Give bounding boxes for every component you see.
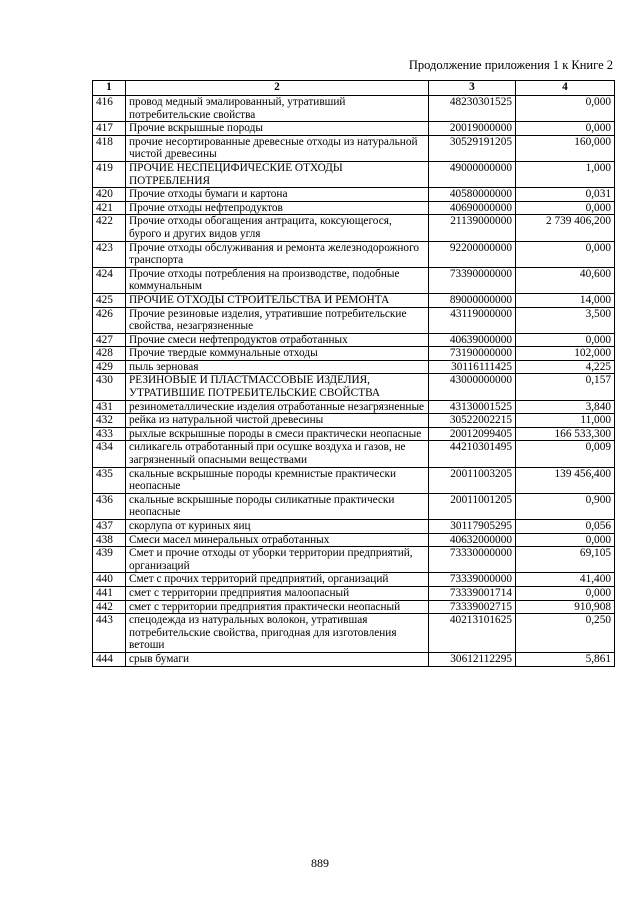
waste-code-cell: 40639000000 [429,333,516,347]
row-number-cell: 419 [93,161,126,187]
row-number-cell: 427 [93,333,126,347]
table-row [93,135,615,161]
quantity-cell: 40,600 [516,267,615,293]
table-row [93,188,615,202]
waste-name-cell: скорлупа от куриных яиц [126,520,429,534]
waste-name-cell: срыв бумаги [126,652,429,666]
waste-name-cell: Прочие отходы нефтепродуктов [126,201,429,215]
table-row [93,400,615,414]
waste-code-cell: 43119000000 [429,307,516,333]
row-number-cell: 440 [93,573,126,587]
row-number-cell: 418 [93,135,126,161]
row-number-cell: 442 [93,600,126,614]
quantity-cell: 0,000 [516,333,615,347]
waste-name-cell: Прочие отходы потребления на производстве, подобные коммунальным [126,267,429,293]
waste-code-cell: 73339002715 [429,600,516,614]
waste-code-cell: 30117905295 [429,520,516,534]
table-row [93,547,615,573]
quantity-cell: 0,157 [516,374,615,400]
table-row [93,201,615,215]
row-number-cell: 441 [93,586,126,600]
waste-code-cell: 21139000000 [429,215,516,241]
table-row [93,333,615,347]
table-row [93,307,615,333]
waste-code-cell: 30116111425 [429,360,516,374]
table-row [93,414,615,428]
waste-code-cell: 40580000000 [429,188,516,202]
table-row [93,347,615,361]
quantity-cell: 0,000 [516,201,615,215]
waste-code-cell: 44210301495 [429,441,516,467]
waste-table [92,80,615,667]
waste-name-cell: прочие несортированные древесные отходы из натуральной чистой древесины [126,135,429,161]
table-row [93,360,615,374]
waste-code-cell: 30612112295 [429,652,516,666]
waste-code-cell: 43130001525 [429,400,516,414]
waste-code-cell: 20019000000 [429,122,516,136]
row-number-cell: 423 [93,241,126,267]
waste-code-cell: 73330000000 [429,547,516,573]
waste-name-cell: РЕЗИНОВЫЕ И ПЛАСТМАССОВЫЕ ИЗДЕЛИЯ, УТРАТИВШИЕ ПОТРЕБИТЕЛЬСКИЕ СВОЙСТВА [126,374,429,400]
table-row [93,427,615,441]
row-number-cell: 426 [93,307,126,333]
waste-name-cell: ПРОЧИЕ ОТХОДЫ СТРОИТЕЛЬСТВА И РЕМОНТА [126,293,429,307]
row-number-cell: 438 [93,533,126,547]
quantity-cell: 910,908 [516,600,615,614]
quantity-cell: 4,225 [516,360,615,374]
row-number-cell: 424 [93,267,126,293]
waste-code-cell: 73339000000 [429,573,516,587]
table-row [93,215,615,241]
waste-code-cell: 48230301525 [429,96,516,122]
waste-code-cell: 20011001205 [429,493,516,519]
table-row [93,614,615,653]
table-row [93,600,615,614]
waste-name-cell: Прочие смеси нефтепродуктов отработанных [126,333,429,347]
quantity-cell: 160,000 [516,135,615,161]
row-number-cell: 443 [93,614,126,653]
waste-name-cell: рейка из натуральной чистой древесины [126,414,429,428]
quantity-cell: 0,000 [516,533,615,547]
table-row [93,586,615,600]
waste-name-cell: провод медный эмалированный, утративший потребительские свойства [126,96,429,122]
quantity-cell: 11,000 [516,414,615,428]
table-row [93,441,615,467]
quantity-cell: 0,000 [516,586,615,600]
waste-name-cell: смет с территории предприятия малоопасный [126,586,429,600]
quantity-cell: 3,840 [516,400,615,414]
waste-name-cell: смет с территории предприятия практически неопасный [126,600,429,614]
waste-name-cell: рыхлые вскрышные породы в смеси практически неопасные [126,427,429,441]
waste-code-cell: 73390000000 [429,267,516,293]
waste-name-cell: скальные вскрышные породы кремнистые практически неопасные [126,467,429,493]
table-row [93,533,615,547]
row-number-cell: 435 [93,467,126,493]
table-header-row [93,81,615,96]
row-number-cell: 425 [93,293,126,307]
quantity-cell: 102,000 [516,347,615,361]
waste-name-cell: скальные вскрышные породы силикатные практически неопасные [126,493,429,519]
row-number-cell: 421 [93,201,126,215]
quantity-cell: 41,400 [516,573,615,587]
waste-code-cell: 40690000000 [429,201,516,215]
quantity-cell: 0,000 [516,96,615,122]
row-number-cell: 422 [93,215,126,241]
quantity-cell: 0,250 [516,614,615,653]
column-header: 4 [516,81,615,96]
waste-name-cell: Смет и прочие отходы от уборки территории предприятий, организаций [126,547,429,573]
row-number-cell: 428 [93,347,126,361]
table-row [93,96,615,122]
waste-name-cell: ПРОЧИЕ НЕСПЕЦИФИЧЕСКИЕ ОТХОДЫ ПОТРЕБЛЕНИЯ [126,161,429,187]
page-number: 889 [311,856,329,870]
row-number-cell: 431 [93,400,126,414]
table-row [93,122,615,136]
row-number-cell: 417 [93,122,126,136]
row-number-cell: 429 [93,360,126,374]
quantity-cell: 0,000 [516,241,615,267]
waste-name-cell: спецодежда из натуральных волокон, утратившая потребительские свойства, пригодная для изготовления ветоши [126,614,429,653]
column-header: 3 [429,81,516,96]
table-row [93,573,615,587]
waste-name-cell: резинометаллические изделия отработанные незагрязненные [126,400,429,414]
waste-code-cell: 20011003205 [429,467,516,493]
row-number-cell: 433 [93,427,126,441]
waste-code-cell: 89000000000 [429,293,516,307]
waste-code-cell: 73339001714 [429,586,516,600]
waste-name-cell: Смет с прочих территорий предприятий, организаций [126,573,429,587]
waste-name-cell: Прочие отходы обслуживания и ремонта железнодорожного транспорта [126,241,429,267]
quantity-cell: 166 533,300 [516,427,615,441]
waste-code-cell: 40213101625 [429,614,516,653]
waste-code-cell: 43000000000 [429,374,516,400]
quantity-cell: 139 456,400 [516,467,615,493]
row-number-cell: 439 [93,547,126,573]
quantity-cell: 1,000 [516,161,615,187]
waste-name-cell: пыль зерновая [126,360,429,374]
table-row [93,267,615,293]
quantity-cell: 0,009 [516,441,615,467]
waste-name-cell: Прочие отходы обогащения антрацита, коксующегося, бурого и других видов угля [126,215,429,241]
table-row [93,161,615,187]
row-number-cell: 434 [93,441,126,467]
column-header: 2 [126,81,429,96]
row-number-cell: 416 [93,96,126,122]
quantity-cell: 5,861 [516,652,615,666]
quantity-cell: 0,031 [516,188,615,202]
table-row [93,241,615,267]
table-row [93,493,615,519]
quantity-cell: 14,000 [516,293,615,307]
quantity-cell: 0,900 [516,493,615,519]
waste-code-cell: 73190000000 [429,347,516,361]
waste-name-cell: Смеси масел минеральных отработанных [126,533,429,547]
quantity-cell: 0,000 [516,122,615,136]
waste-name-cell: Прочие вскрышные породы [126,122,429,136]
waste-code-cell: 20012099405 [429,427,516,441]
waste-code-cell: 30529191205 [429,135,516,161]
continuation-note: Продолжение приложения 1 к Книге 2 [408,58,613,72]
table-row [93,520,615,534]
waste-code-cell: 49000000000 [429,161,516,187]
quantity-cell: 3,500 [516,307,615,333]
quantity-cell: 0,056 [516,520,615,534]
row-number-cell: 432 [93,414,126,428]
row-number-cell: 420 [93,188,126,202]
row-number-cell: 437 [93,520,126,534]
waste-name-cell: Прочие резиновые изделия, утратившие потребительские свойства, незагрязненные [126,307,429,333]
row-number-cell: 444 [93,652,126,666]
row-number-cell: 430 [93,374,126,400]
table-row [93,467,615,493]
waste-code-cell: 30522002215 [429,414,516,428]
quantity-cell: 2 739 406,200 [516,215,615,241]
table-body [93,96,615,667]
table-row [93,374,615,400]
table-row [93,293,615,307]
waste-name-cell: Прочие твердые коммунальные отходы [126,347,429,361]
waste-code-cell: 92200000000 [429,241,516,267]
row-number-cell: 436 [93,493,126,519]
waste-name-cell: силикагель отработанный при осушке воздуха и газов, не загрязненный опасными веществами [126,441,429,467]
waste-name-cell: Прочие отходы бумаги и картона [126,188,429,202]
waste-code-cell: 40632000000 [429,533,516,547]
quantity-cell: 69,105 [516,547,615,573]
table-row [93,652,615,666]
column-header: 1 [93,81,126,96]
